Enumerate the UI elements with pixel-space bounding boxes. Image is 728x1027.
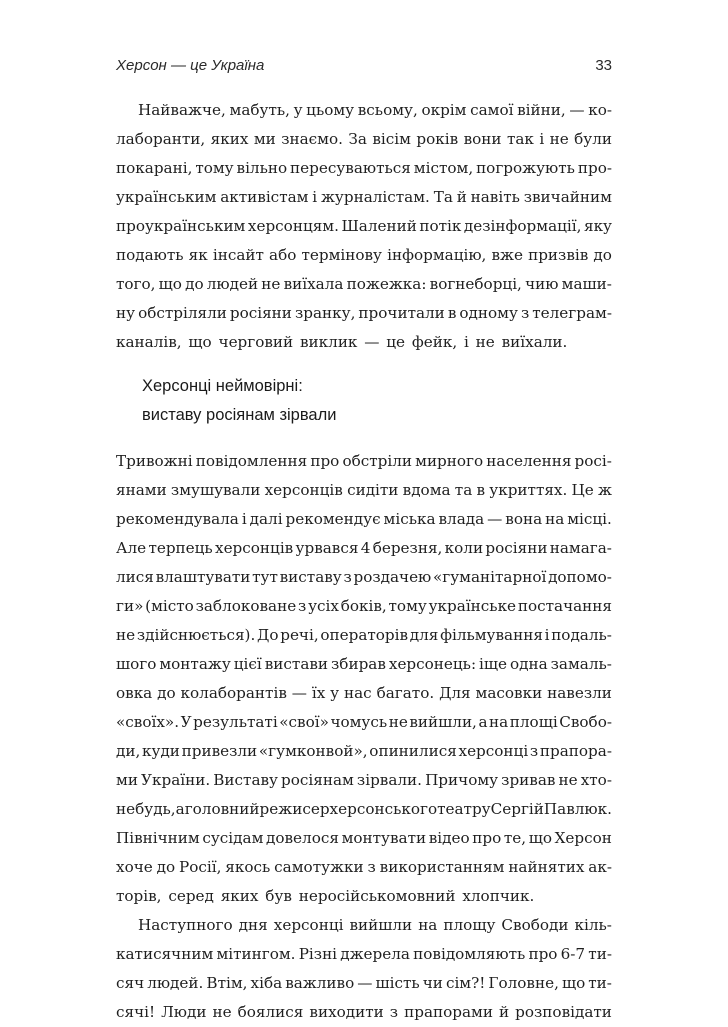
- text-line: янами змушували херсонців сидіти вдома та в укриттях. Це ж: [116, 481, 612, 499]
- paragraph: [116, 911, 612, 1027]
- page-body: [116, 96, 612, 1027]
- text-line: Наступного дня херсонці вийшли на площу Свободи кіль-: [138, 916, 612, 934]
- text-line: Але терпець херсонців урвався 4 березня, коли росіяни намага-: [116, 539, 612, 557]
- section-heading-line: Херсонці неймовірні:: [142, 377, 303, 395]
- text-line: сяч людей. Втім, хіба важливо — шість чи сім?! Головне, що ти-: [116, 974, 612, 992]
- running-head: Херсон — це Україна: [116, 57, 265, 74]
- text-line: ну обстріляли росіяни зранку, прочитали в одному з телеграм-: [116, 304, 612, 322]
- text-line: того, що до людей не виїхала пожежка: вогнеборці, чию маши-: [116, 275, 612, 293]
- text-line: сячі! Люди не боялися виходити з прапорами й розповідати: [116, 1003, 612, 1021]
- text-line: хоче до Росії, якось самотужки з використанням найнятих ак-: [116, 858, 612, 876]
- text-line: лися влаштувати тут виставу з роздачею «гуманітарної допомо-: [116, 568, 612, 586]
- text-line: Найважче, мабуть, у цьому всьому, окрім самої війни, — ко-: [138, 101, 612, 119]
- page-header: [116, 57, 612, 79]
- text-line: подають як інсайт або термінову інформацію, вже призвів до: [116, 246, 612, 264]
- text-line: шого монтажу цієї вистави збирав херсонець: іще одна замаль-: [116, 655, 612, 673]
- text-line: овка до колаборантів — їх у нас багато. Для масовки навезли: [116, 684, 612, 702]
- text-line: покарані, тому вільно пересуваються містом, погрожують про-: [116, 159, 612, 177]
- text-line: не здійснюється). До речі, операторів для фільмування і подаль-: [116, 626, 612, 644]
- page-number: 33: [595, 57, 612, 74]
- text-line: ми України. Виставу росіянам зірвали. Причому зривав не хто-: [116, 771, 612, 789]
- text-line: Тривожні повідомлення про обстріли мирного населення росі-: [116, 452, 612, 470]
- text-line: Північним сусідам довелося монтувати відео про те, що Херсон: [116, 829, 612, 847]
- paragraph: [116, 447, 612, 911]
- paragraph: [116, 96, 612, 357]
- text-line: «своїх». У результаті «свої» чомусь не вийшли, а на площі Свобо-: [116, 713, 612, 731]
- text-line: ги» (місто заблоковане з усіх боків, тому українське постачання: [116, 597, 612, 615]
- text-line: рекомендувала і далі рекомендує міська влада — вона на місці.: [116, 510, 612, 528]
- text-line: торів, серед яких був неросійськомовний хлопчик.: [116, 887, 535, 905]
- section-heading: [116, 372, 612, 430]
- text-line: небудь, а головний режисер херсонського театру Сергій Павлюк.: [116, 800, 612, 818]
- text-line: українським активістам і журналістам. Та й навіть звичайним: [116, 188, 612, 206]
- text-line: проукраїнським херсонцям. Шалений потік дезінформації, яку: [116, 217, 612, 235]
- text-line: катисячним мітингом. Різні джерела повідомляють про 6-7 ти-: [116, 945, 612, 963]
- text-line: лаборанти, яких ми знаємо. За вісім років вони так і не були: [116, 130, 612, 148]
- section-heading-line: виставу росіянам зірвали: [142, 406, 337, 424]
- text-line: ди, куди привезли «гумконвой», опинилися херсонці з прапора-: [116, 742, 612, 760]
- text-line: каналів, що черговий виклик — це фейк, і не виїхали.: [116, 333, 568, 351]
